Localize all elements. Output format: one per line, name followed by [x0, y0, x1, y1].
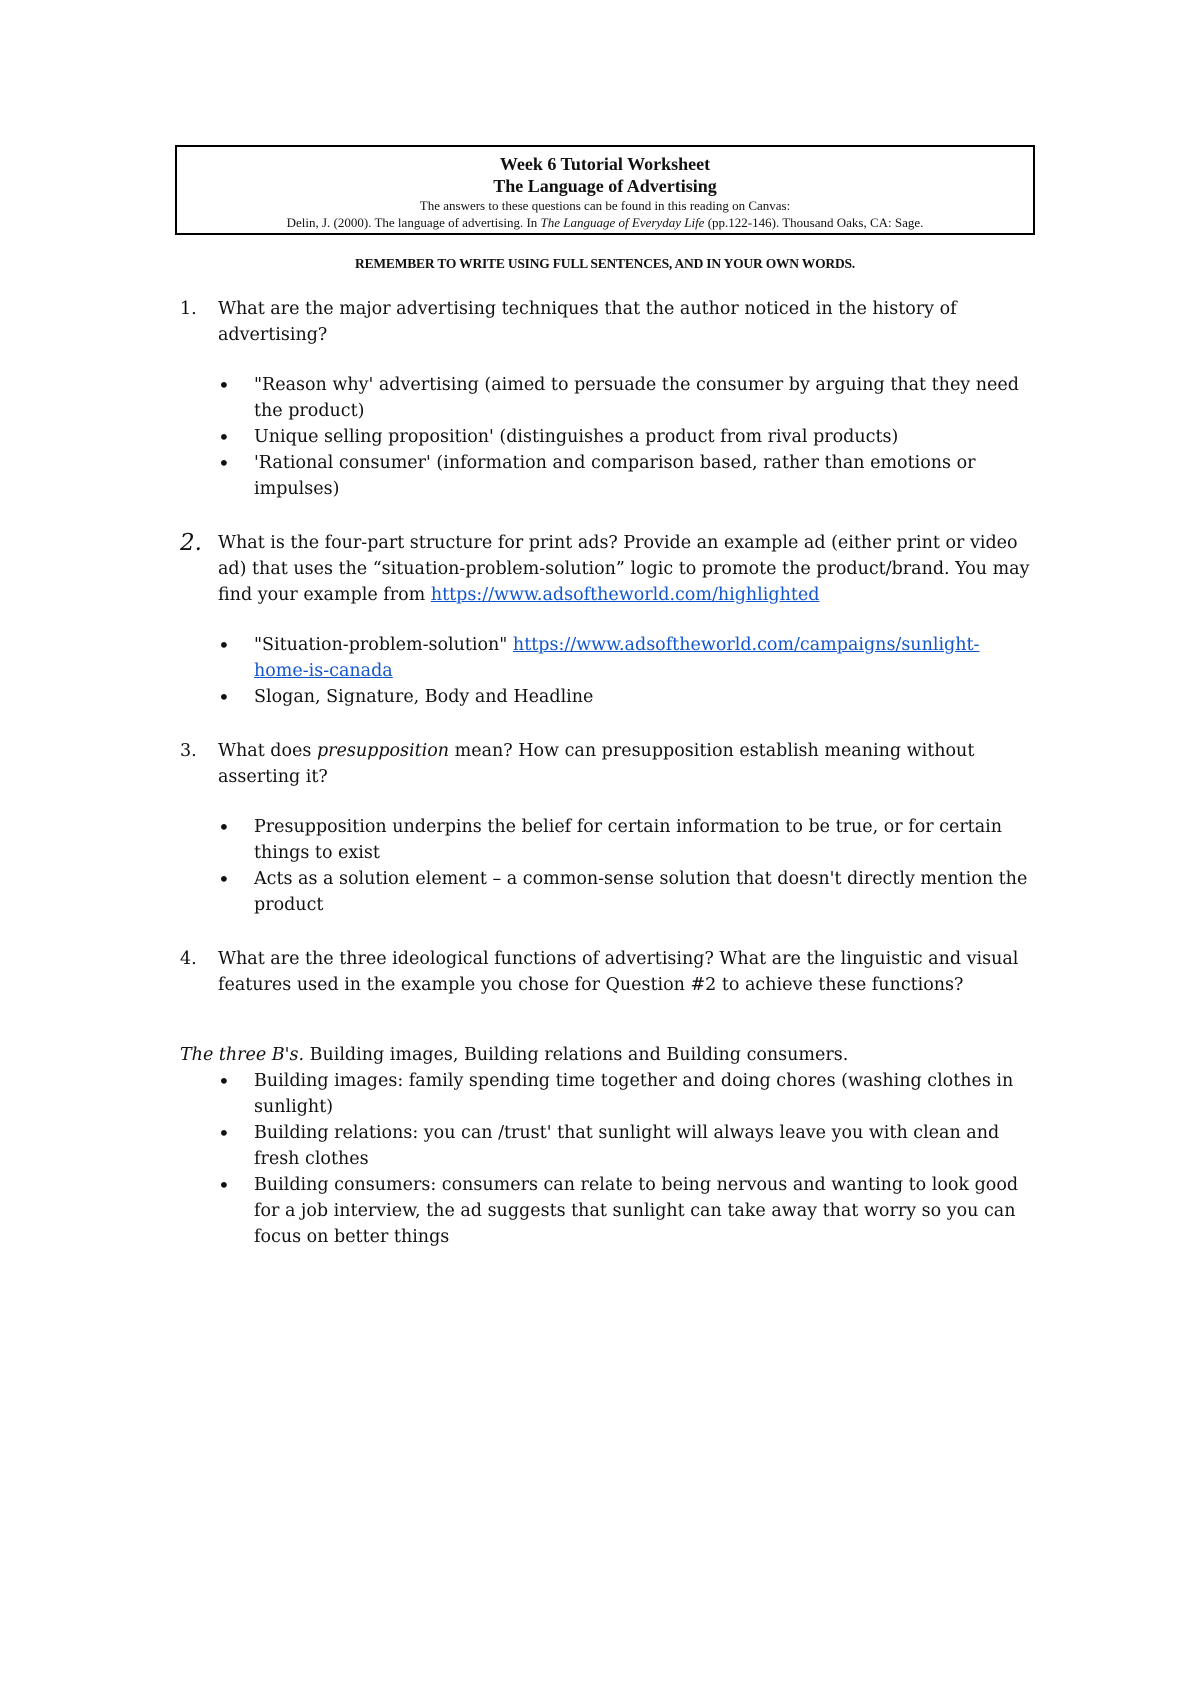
question-2 [180, 530, 1030, 608]
list-item: • 'Rational consumer' (information and comparison based, rather than emotions or impulses) [180, 450, 1030, 502]
bullet-icon: • [218, 867, 230, 891]
list-item: • Building images: family spending time together and doing chores (washing clothes in sunlight) [180, 1068, 1030, 1120]
list-item: • "Situation-problem-solution" https://www.adsoftheworld.com/campaigns/sunlight-home-is-canada [180, 632, 1030, 684]
bullet-icon: • [218, 1173, 230, 1197]
citation-book-title: The Language of Everyday Life [540, 215, 705, 230]
question-1 [180, 296, 1030, 348]
question-number: 1. [180, 299, 197, 319]
question-text: What does presupposition mean? How can presupposition establish meaning without asserting it? [218, 741, 975, 787]
list-item: • Unique selling proposition' (distinguishes a product from rival products) [180, 424, 1030, 450]
question-4 [180, 946, 1030, 998]
bullet-icon: • [218, 1069, 230, 1093]
answer-4-intro: The three B's. Building images, Building relations and Building consumers. [180, 1045, 849, 1065]
question-text: What are the three ideological functions of advertising? What are the linguistic and visual features used in the example you chose for Question #2 to achieve these functions? [218, 949, 1019, 995]
worksheet-subtitle: The Language of Advertising [493, 176, 717, 196]
list-item: • "Reason why' advertising (aimed to persuade the consumer by arguing that they need the product) [180, 372, 1030, 424]
reading-note: The answers to these questions can be found in this reading on Canvas: [419, 198, 791, 213]
answer-4-list [180, 1068, 1030, 1250]
list-item: • Building relations: you can /trust' that sunlight will always leave you with clean and fresh clothes [180, 1120, 1030, 1172]
list-item: • Building consumers: consumers can relate to being nervous and wanting to look good for a job interview, the ad suggests that sunlight can take away that worry so you can focus on better things [180, 1172, 1030, 1250]
worksheet-content [180, 296, 1030, 1250]
answer-1-list [180, 372, 1030, 502]
bullet-icon: • [218, 685, 230, 709]
question-number: 4. [180, 949, 197, 969]
bullet-icon: • [218, 425, 230, 449]
list-item: • Slogan, Signature, Body and Headline [180, 684, 1030, 710]
reminder-text: REMEMBER TO WRITE USING FULL SENTENCES, AND IN YOUR OWN WORDS. [355, 256, 855, 271]
bullet-icon: • [218, 815, 230, 839]
list-item: • Presupposition underpins the belief for certain information to be true, or for certain things to exist [180, 814, 1030, 866]
question-text: What are the major advertising techniques that the author noticed in the history of advertising? [218, 299, 957, 345]
bullet-icon: • [218, 1121, 230, 1145]
adsoftheworld-highlighted-link[interactable]: https://www.adsoftheworld.com/highlighted [430, 585, 820, 605]
bullet-icon: • [218, 633, 230, 657]
citation-post: (pp.122-146). Thousand Oaks, CA: Sage. [704, 215, 924, 230]
sunlight-campaign-link[interactable]: https://www.adsoftheworld.com/campaigns/sunlight-home-is-canada [254, 635, 980, 681]
answer-3-list [180, 814, 1030, 918]
answer-2-list [180, 632, 1030, 710]
citation-pre: Delin, J. (2000). The language of advertising. In [286, 215, 541, 230]
question-number: 2. [180, 530, 202, 556]
bullet-icon: • [218, 451, 230, 475]
citation [177, 214, 1033, 231]
question-text: What is the four-part structure for print ads? Provide an example ad (either print or video ad) that uses the “situation-problem-solution” logic to promote the product/brand. You may find your example from https://www.adsoftheworld.com/highlighted [218, 533, 1030, 605]
list-item: • Acts as a solution element – a common-sense solution that doesn't directly mention the product [180, 866, 1030, 918]
worksheet-title: Week 6 Tutorial Worksheet [499, 154, 711, 174]
question-3 [180, 738, 1030, 790]
header-box [175, 145, 1035, 235]
bullet-icon: • [218, 373, 230, 397]
question-number: 3. [180, 741, 197, 761]
